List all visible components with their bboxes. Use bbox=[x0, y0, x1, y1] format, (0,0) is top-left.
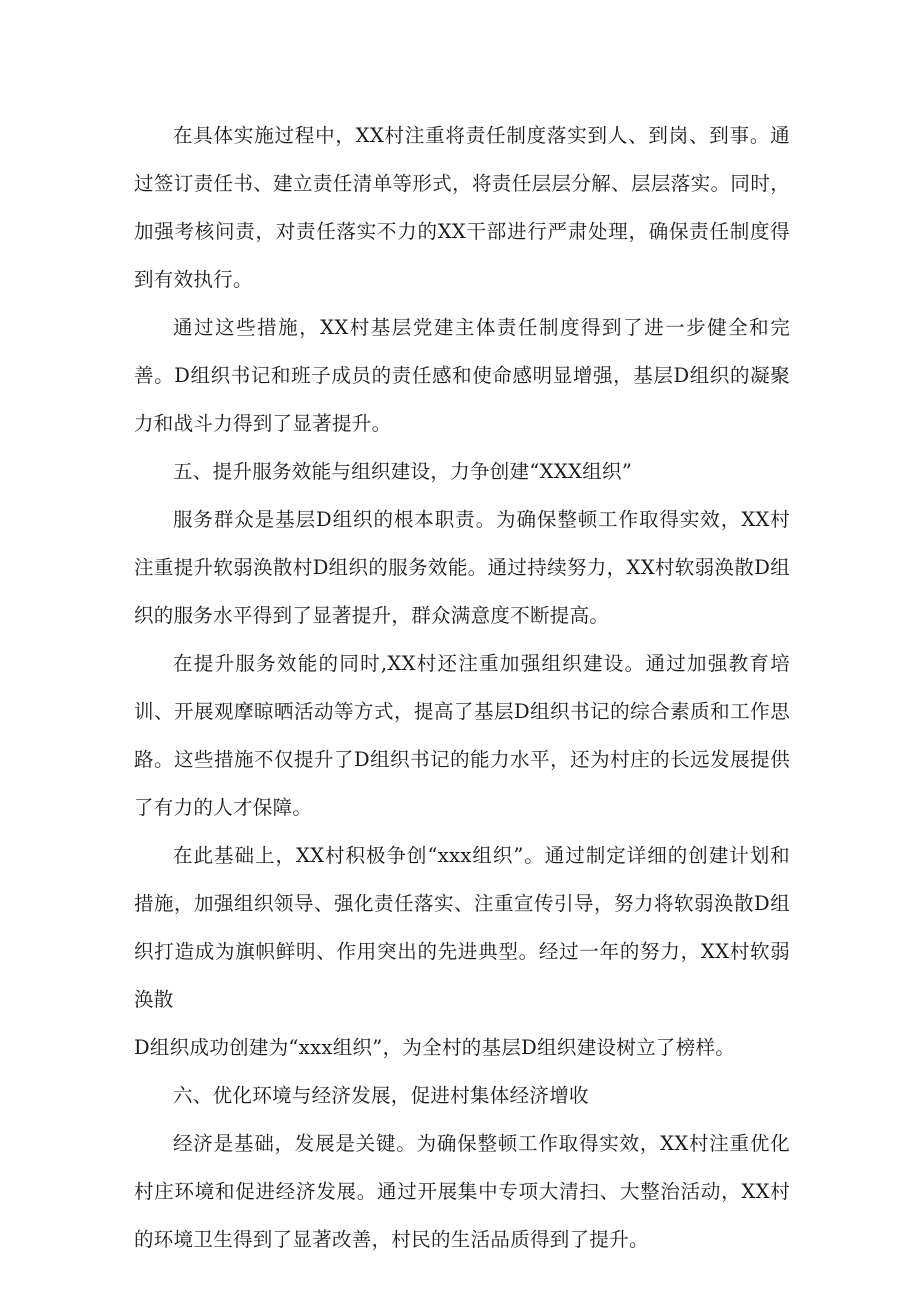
paragraph-service-efficiency: 服务群众是基层D组织的根本职责。为确保整顿工作取得实效，XX村注重提升软弱涣散村D组织的服务效能。通过持续努力，XX村软弱涣散D组织的服务水平得到了显著提升，群众满意度不断提高。 bbox=[134, 508, 790, 627]
paragraph-model-organization-continued: D组织成功创建为“xxx组织”，为全村的基层D组织建设树立了榜样。 bbox=[134, 1036, 736, 1059]
paragraph-environment-economy: 经济是基础，发展是关键。为确保整顿工作取得实效，XX村注重优化村庄环境和促进经济发展。通过开展集中专项大清扫、大整治活动，XX村的环境卫生得到了显著改善，村民的生活品质得到了提升。 bbox=[134, 1132, 790, 1251]
paragraph-organization-building: 在提升服务效能的同时,XX村还注重加强组织建设。通过加强教育培训、开展观摩晾晒活动等方式，提高了基层D组织书记的综合素质和工作思路。这些措施不仅提升了D组织书记的能力水平，还为村庄的长远发展提供了有力的人才保障。 bbox=[134, 652, 790, 819]
section-heading-six: 六、优化环境与经济发展，促进村集体经济增收 bbox=[173, 1084, 589, 1107]
paragraph-model-organization: 在此基础上，XX村积极争创“xxx组织”。通过制定详细的创建计划和措施，加强组织领导、强化责任落实、注重宣传引导，努力将软弱涣散D组织打造成为旗帜鲜明、作用突出的先进典型。经过一年的努力，XX村软弱涣散 bbox=[134, 844, 790, 1011]
paragraph-responsibility-implementation: 在具体实施过程中，XX村注重将责任制度落实到人、到岗、到事。通过签订责任书、建立责任清单等形式，将责任层层分解、层层落实。同时，加强考核问责，对责任落实不力的XX干部进行严肃处理，确保责任制度得到有效执行。 bbox=[134, 124, 790, 291]
document-body bbox=[134, 112, 790, 1264]
paragraph-responsibility-results: 通过这些措施，XX村基层党建主体责任制度得到了进一步健全和完善。D组织书记和班子成员的责任感和使命感明显增强，基层D组织的凝聚力和战斗力得到了显著提升。 bbox=[134, 316, 790, 435]
section-heading-five: 五、提升服务效能与组织建设，力争创建“XXX组织” bbox=[173, 460, 633, 483]
